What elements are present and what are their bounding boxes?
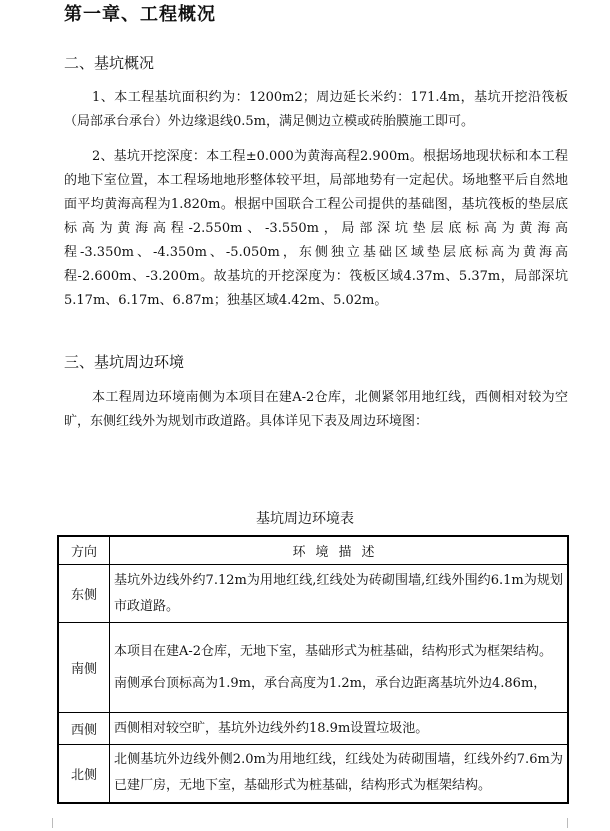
description-line: 西侧相对较空旷，基坑外边线外约18.9m设置垃圾池。 (114, 720, 429, 736)
paragraph-surroundings: 本工程周边环境南侧为本项目在建A-2仓库，北侧紧邻用地红线，西侧相对较为空旷，东侧红线外为规划市政道路。具体详见下表及周边环境图： (64, 390, 568, 429)
row-direction: 南侧 (58, 623, 110, 713)
table-row (58, 713, 568, 745)
table-row (58, 745, 568, 803)
description-line: 南侧承台顶标高为1.9m，承台高度为1.2m，承台边距离基坑外边4.86m， (114, 675, 547, 691)
row-description (110, 565, 569, 623)
row-direction: 西侧 (58, 713, 110, 745)
table-row (58, 565, 568, 623)
description-line: 北侧基坑外边线外侧2.0m为用地红线，红线处为砖砌围墙，红线外约7.6m为已建厂房，无地下室，基础形式为桩基础，结构形式为框架结构。 (114, 752, 563, 794)
row-description (110, 713, 569, 745)
chapter-title: 第一章、工程概况 (64, 4, 216, 25)
description-line: 本项目在建A-2仓库，无地下室，基础形式为桩基础，结构形式为框架结构。 (114, 643, 553, 659)
paragraph-pit-area: 1、本工程基坑面积约为：1200m2；周边延长米约：171.4m，基坑开挖沿筏板（局部承台承台）外边缘退线0.5m，满足侧边立模或砖胎膜施工即可。 (64, 90, 568, 129)
section-heading-surroundings: 三、基坑周边环境 (64, 353, 185, 371)
table-header-row (58, 536, 568, 565)
page-corner-mark (44, 818, 53, 828)
environment-table (57, 535, 569, 804)
row-direction: 东侧 (58, 565, 110, 623)
row-description (110, 745, 569, 803)
table-row (58, 623, 568, 713)
paragraph-excavation-depth: 2、基坑开挖深度：本工程±0.000为黄海高程2.900m。根据场地现状标和本工程的地下室位置，本工程场地地形整体较平坦，局部地势有一定起伏。场地整平后自然地面平均黄海高程为1.820m。根据中国联合工程公司提供的基础图，基坑筏板的垫层底标高为黄海高程-2.550m、-3.550m，局部深坑垫层底标高为黄海高程-3.350m、-4.350m、-5.050m，东侧独立基础区域垫层底标高为黄海高程-2.600m、-3.200m。故基坑的开挖深度为：筏板区域4.37m、5.37m，局部深坑5.17m、6.17m、6.87m；独基区域4.42m、5.02m。 (64, 149, 568, 308)
table-caption: 基坑周边环境表 (256, 511, 354, 527)
header-direction: 方向 (58, 536, 110, 565)
description-line: 基坑外边线外约7.12m为用地红线,红线处为砖砌围墙,红线外围约6.1m为规划市政道路。 (114, 572, 563, 614)
section-heading-pit-overview: 二、基坑概况 (64, 54, 155, 72)
row-description (110, 623, 569, 713)
row-direction: 北侧 (58, 745, 110, 803)
page-corner-mark (567, 818, 576, 828)
header-description: 环境描述 (110, 536, 569, 565)
